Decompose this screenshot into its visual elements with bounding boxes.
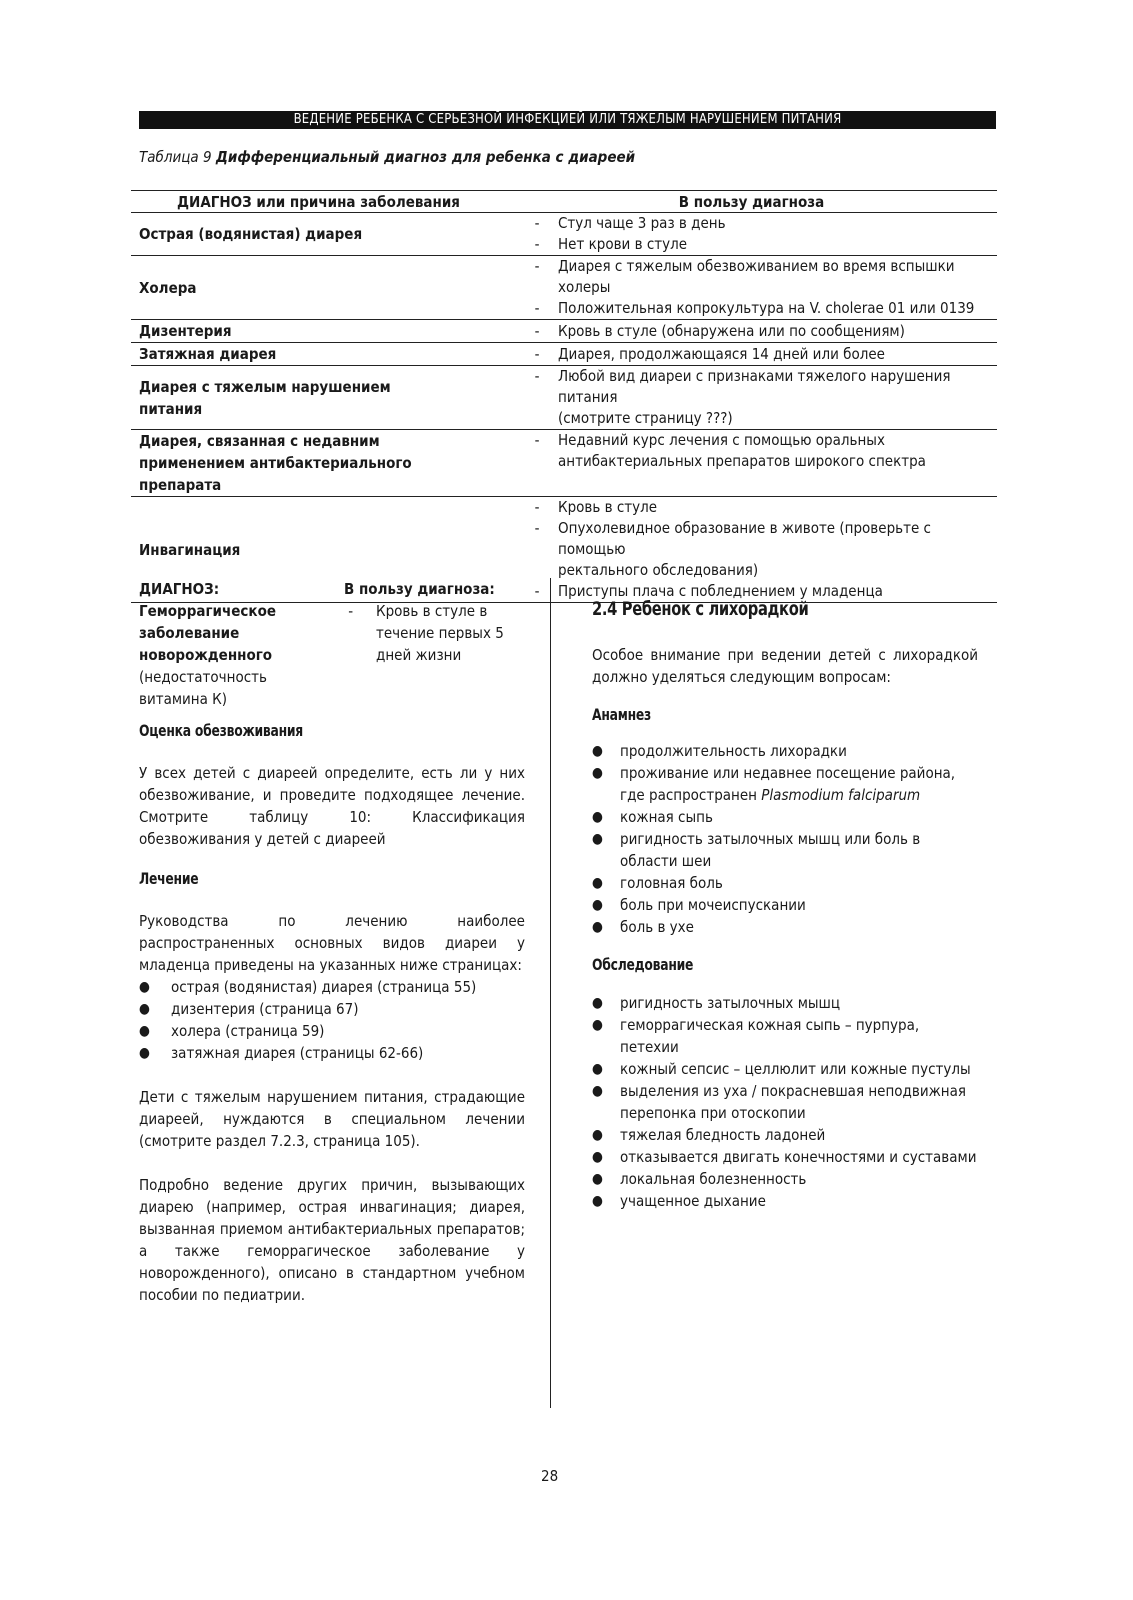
list-item: ● геморрагическая кожная сыпь – пурпура, петехии [592, 1016, 920, 1056]
list-item: ● тяжелая бледность ладоней [592, 1126, 826, 1144]
left-column [139, 578, 525, 1306]
column-header-favor: В пользу диагноза [506, 191, 997, 213]
criterion: Любой вид диареи с признаками тяжелого нарушения питания [558, 367, 951, 406]
list-item: ● дизентерия (страница 67) [139, 1000, 359, 1018]
column-divider [550, 578, 551, 1408]
table-caption [139, 148, 635, 166]
list-item: ● острая (водянистая) диарея (страница 55) [139, 978, 477, 996]
heading-anamnesis: Анамнез [592, 705, 651, 724]
diagnosis-cell: Острая (водянистая) диарея [131, 213, 506, 256]
intro-paragraph: Особое внимание при ведении детей с лихорадкой должно уделяться следующим вопросам: [592, 646, 978, 686]
dx-note: (недостаточность витамина К) [139, 668, 267, 708]
list-item: ● продолжительность лихорадки [592, 742, 847, 760]
criteria-cell: - Диарея с тяжелым обезвоживанием во время вспышки холеры - Положительная копрокультура на V. cholerae 01 или 0139 [506, 256, 997, 320]
list-item: ● проживание или недавнее посещение района, где распространен Plasmodium falciparum [592, 764, 956, 804]
anamnesis-list [592, 740, 978, 938]
section-title: 2.4 Ребенок с лихорадкой [592, 598, 809, 620]
list-item: ● ригидность затылочных мышц или боль в области шеи [592, 830, 921, 870]
table-title: Дифференциальный диагноз для ребенка с диареей [215, 148, 636, 166]
list-item: ● затяжная диарея (страницы 62-66) [139, 1044, 424, 1062]
criterion: ректального обследования) [558, 561, 759, 579]
diagnosis-cell: Инвагинация [131, 497, 506, 603]
list-item: ● ригидность затылочных мышц [592, 994, 841, 1012]
criterion: Приступы плача с побледнением у младенца [558, 582, 883, 600]
diagnosis-cell: Диарея с тяжелым нарушением питания [131, 366, 506, 430]
criteria-cell: - Кровь в стуле (обнаружена или по сообщениям) [506, 320, 997, 343]
favor-heading: В пользу диагноза: [344, 580, 495, 598]
list-item: ● головная боль [592, 874, 723, 892]
paragraph-dehydration: У всех детей с диареей определите, есть ли у них обезвоживание, и проведите подходящее лечение. Смотрите таблицу 10: Классификация обезвоживания у детей с диареей [139, 764, 525, 848]
criteria-cell: - Кровь в стуле - Опухолевидное образование в животе (проверьте с помощью ректального обследования) - Приступы плача с побледнением у младенца [506, 497, 997, 603]
list-item: ● выделения из уха / покрасневшая неподвижная перепонка при отоскопии [592, 1082, 966, 1122]
criterion: (смотрите страницу ???) [558, 409, 733, 427]
criteria-cell: - Диарея, продолжающаяся 14 дней или более [506, 343, 997, 366]
table-row [131, 430, 997, 497]
page-number: 28 [541, 1467, 559, 1485]
list-item: ● отказывается двигать конечностями и суставами [592, 1148, 977, 1166]
table-row [131, 366, 997, 430]
treatment-list [139, 976, 525, 1064]
criteria-cell: - Стул чаще 3 раз в день - Нет крови в стуле [506, 213, 997, 256]
criterion: Кровь в стуле [558, 498, 658, 516]
table-row [131, 320, 997, 343]
right-column [592, 598, 978, 1212]
table-row [131, 343, 997, 366]
criterion: Диарея, продолжающаяся 14 дней или более [558, 344, 885, 363]
paragraph-treatment: Руководства по лечению наиболее распространенных основных видов диареи у младенца приведены на указанных ниже страницах: [139, 912, 525, 974]
list-item: ● учащенное дыхание [592, 1192, 766, 1210]
running-header: ВЕДЕНИЕ РЕБЕНКА С СЕРЬЕЗНОЙ ИНФЕКЦИЕЙ ИЛИ ТЯЖЕЛЫМ НАРУШЕНИЕМ ПИТАНИЯ [139, 111, 996, 129]
criteria-cell: - Недавний курс лечения с помощью оральных антибактериальных препаратов широкого спектра [506, 430, 997, 497]
species-name: Plasmodium falciparum [761, 786, 921, 804]
criterion: Кровь в стуле (обнаружена или по сообщениям) [558, 321, 905, 340]
dx-heading: ДИАГНОЗ: [139, 580, 220, 598]
criterion: Недавний курс лечения с помощью оральных [558, 431, 885, 449]
list-item: ● кожный сепсис – целлюлит или кожные пустулы [592, 1060, 971, 1078]
table-number: Таблица 9 [139, 148, 212, 166]
column-header-diagnosis: ДИАГНОЗ или причина заболевания [131, 191, 506, 213]
table-row [131, 213, 997, 256]
criterion: Положительная копрокультура на V. cholerae 01 или 0139 [558, 299, 975, 317]
criterion: Опухолевидное образование в животе (проверьте с помощью [558, 519, 931, 558]
heading-dehydration: Оценка обезвоживания [139, 721, 304, 740]
diagnosis-cell: Затяжная диарея [131, 343, 506, 366]
heading-examination: Обследование [592, 955, 694, 974]
diagnosis-cell: Диарея, связанная с недавним применением антибактериального препарата [131, 430, 506, 497]
differential-diagnosis-table [131, 190, 997, 603]
dx-name: Геморрагическое заболевание новорожденного [139, 602, 276, 664]
criterion: Стул чаще 3 раз в день [558, 214, 726, 232]
criteria-cell: - Любой вид диареи с признаками тяжелого нарушения питания (смотрите страницу ???) [506, 366, 997, 430]
paragraph-malnutrition: Дети с тяжелым нарушением питания, страдающие диареей, нуждаются в специальном лечении (смотрите раздел 7.2.3, страница 105). [139, 1088, 525, 1150]
table-row [131, 256, 997, 320]
criterion: антибактериальных препаратов широкого спектра [558, 452, 926, 470]
falciparum-item-start: проживание или недавнее посещение района, где распространен [620, 764, 956, 804]
heading-treatment: Лечение [139, 869, 199, 888]
examination-list [592, 992, 978, 1212]
list-item: ● холера (страница 59) [139, 1022, 325, 1040]
criterion: Диарея с тяжелым обезвоживанием во время вспышки холеры [558, 257, 955, 296]
list-item: ● боль при мочеиспускании [592, 896, 806, 914]
list-item: ● боль в ухе [592, 918, 694, 936]
diagnosis-cell: Холера [131, 256, 506, 320]
criterion: Нет крови в стуле [558, 235, 688, 253]
list-item: ● локальная болезненность [592, 1170, 807, 1188]
diagnosis-cell: Дизентерия [131, 320, 506, 343]
paragraph-other-causes: Подробно ведение других причин, вызывающих диарею (например, острая инвагинация; диарея, вызванная приемом антибактериальных препаратов; а также геморрагическое заболевание у новорожденного), описано в стандартном учебном пособии по педиатрии. [139, 1176, 525, 1304]
hemorrhagic-dx-block: ДИАГНОЗ: Геморрагическое заболевание новорожденного (недостаточность витамина К) В пользу диагноза: - Кровь в стуле в течение первых 5 дней жизни [139, 578, 525, 710]
favor-item: Кровь в стуле в течение первых 5 дней жизни [376, 602, 504, 664]
list-item: ● кожная сыпь [592, 808, 713, 826]
